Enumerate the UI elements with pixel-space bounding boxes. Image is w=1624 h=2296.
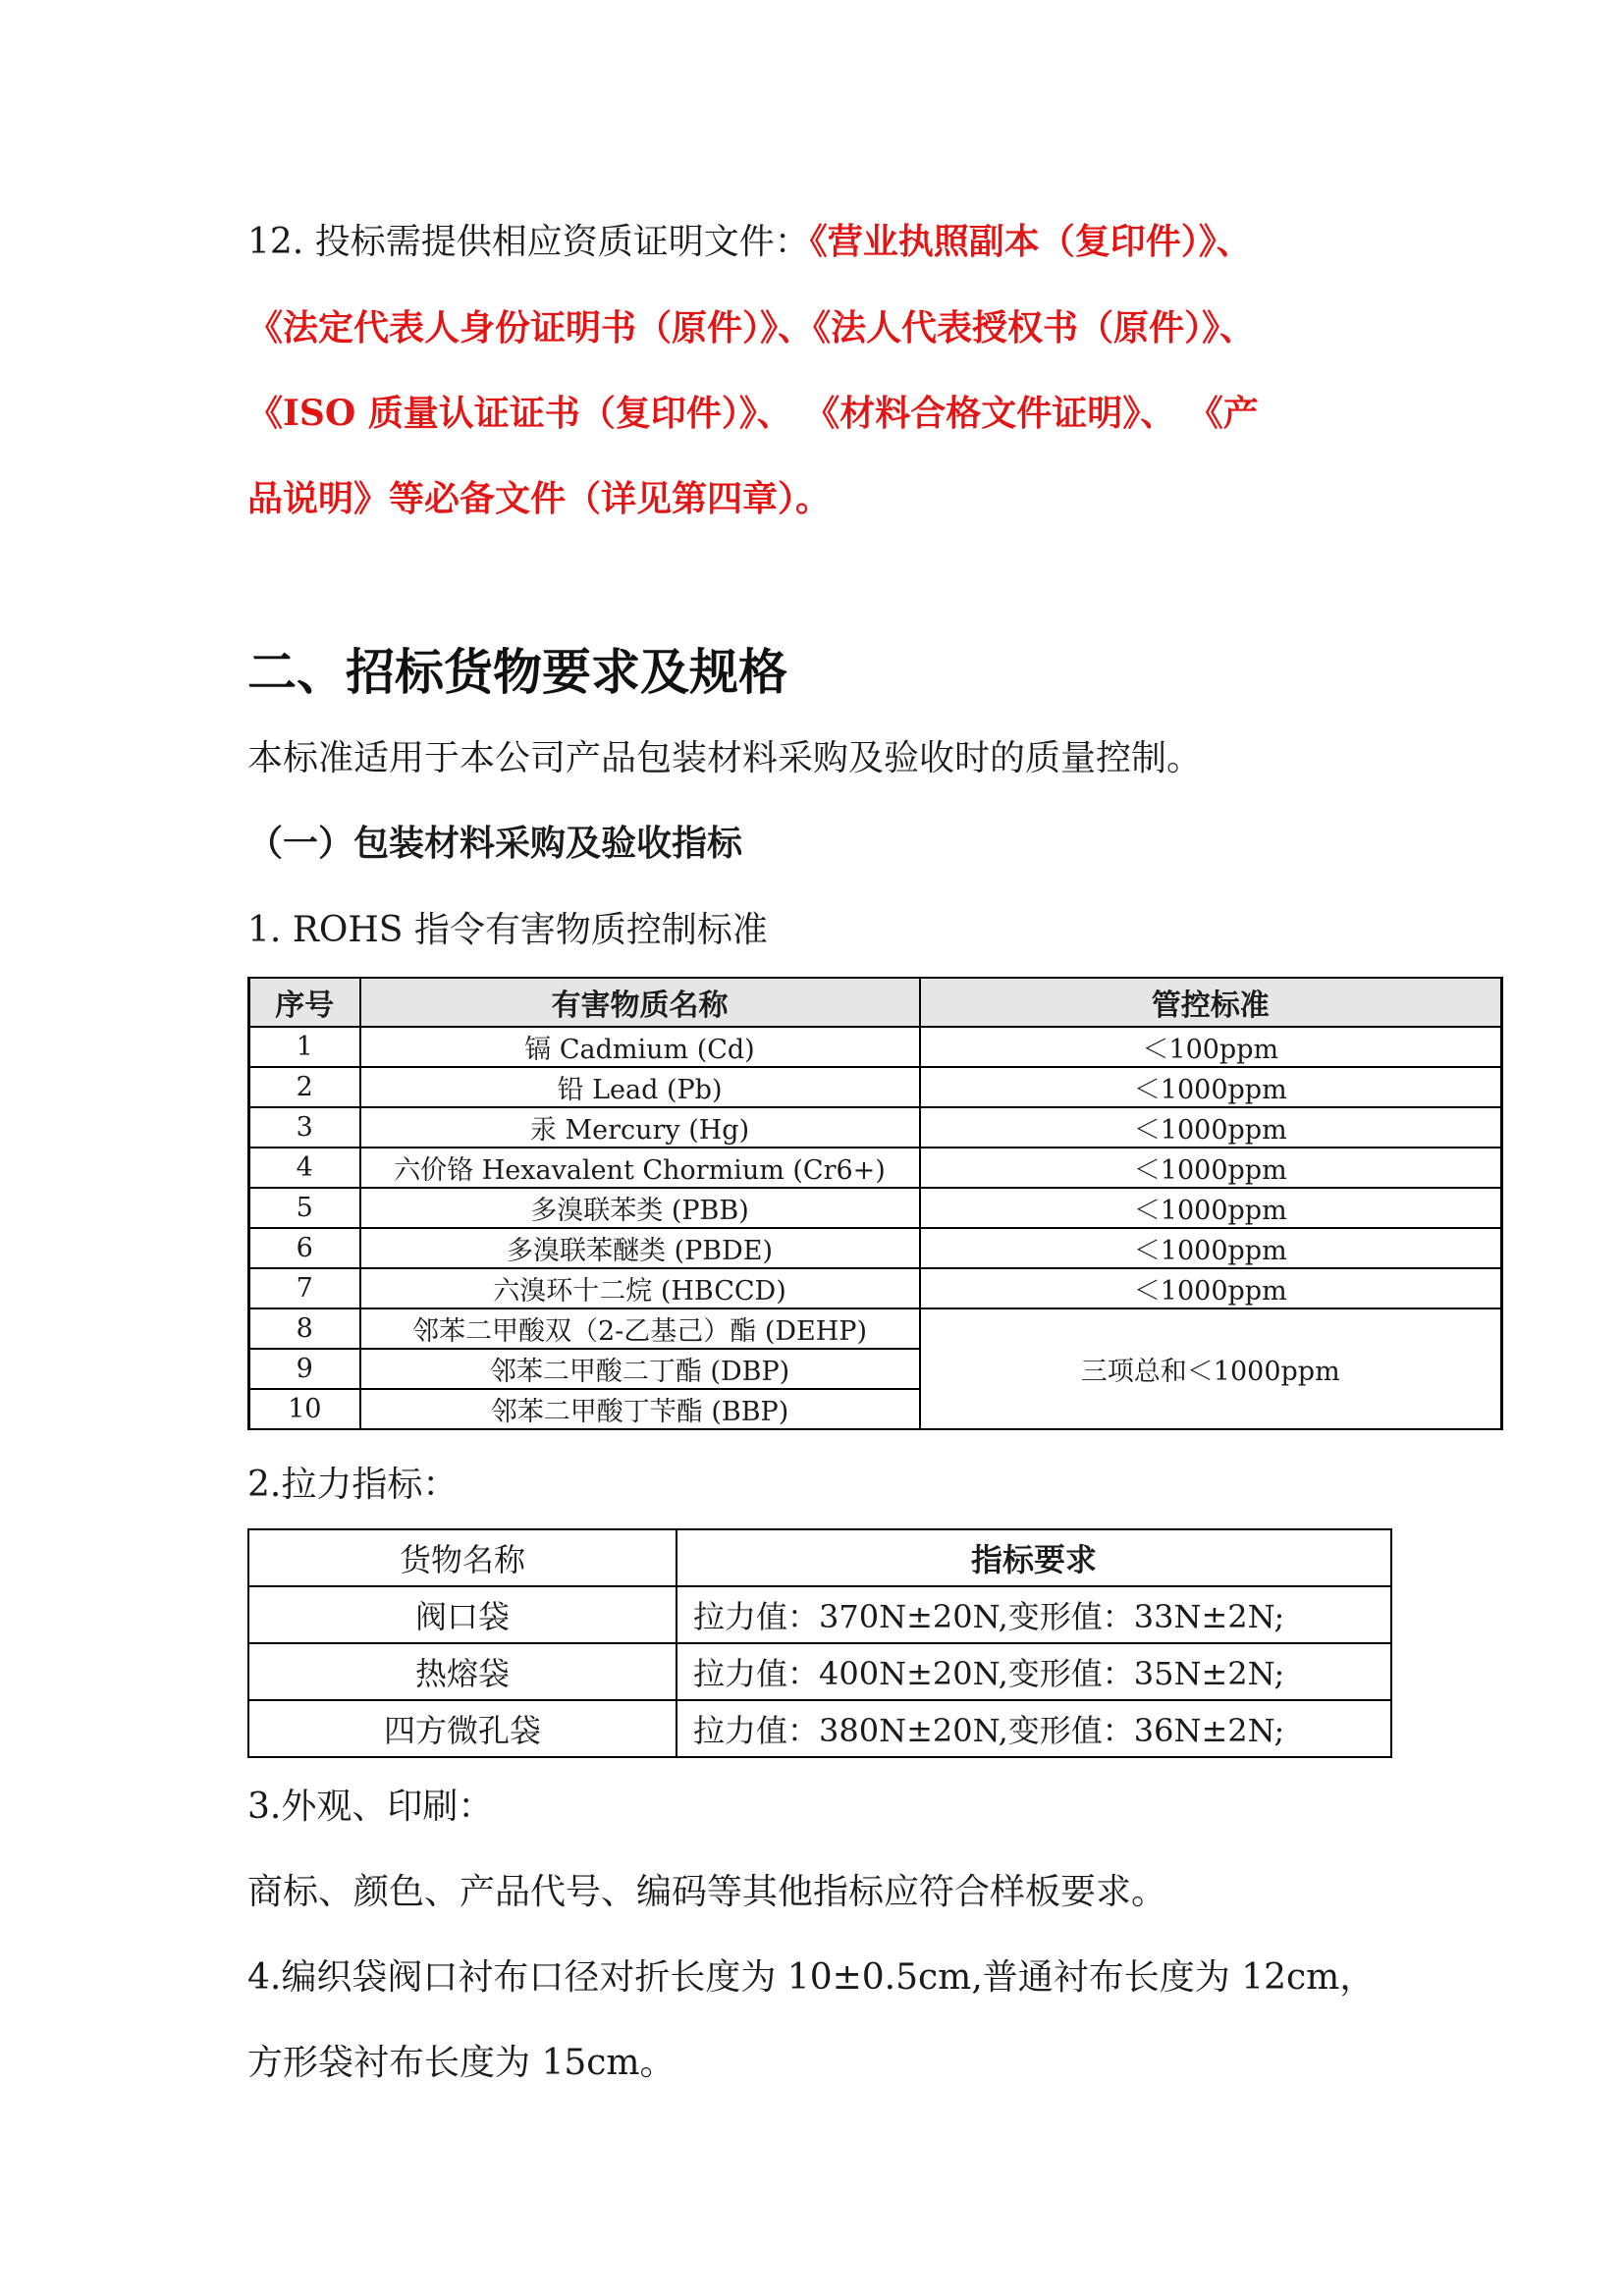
tensile-table [247,1528,1392,1758]
row-requirement: 拉力值：400N±20N,变形值：35N±2N; [677,1643,1391,1700]
appearance-heading: 3.外观、印刷： [247,1787,494,1827]
section-intro: 本标准适用于本公司产品包装材料采购及验收时的质量控制。 [247,738,1203,778]
section-title: 二、招标货物要求及规格 [247,644,787,701]
row-substance: 六价铬 Hexavalent Chormium (Cr6+) [360,1148,920,1188]
item4-line-1: 4.编织袋阀口衬布口径对折长度为 10±0.5cm,普通衬布长度为 12cm， [247,1957,1376,1998]
row-no: 2 [249,1067,360,1107]
appearance-text: 商标、颜色、产品代号、编码等其他指标应符合样板要求。 [247,1872,1167,1912]
row-substance: 汞 Mercury (Hg) [360,1107,920,1148]
row-requirement: 拉力值：380N±20N,变形值：36N±2N; [677,1700,1391,1757]
row-substance: 邻苯二甲酸二丁酯 (DBP) [360,1349,920,1389]
row-no: 10 [249,1389,360,1429]
row-goods-name: 阀口袋 [248,1586,677,1643]
row-no: 5 [249,1188,360,1228]
row-substance: 六溴环十二烷 (HBCCD) [360,1268,920,1308]
row-goods-name: 热熔袋 [248,1643,677,1700]
header-limit: 管控标准 [920,978,1502,1027]
row-substance: 多溴联苯醚类 (PBDE) [360,1228,920,1268]
row-limit: ＜1000ppm [920,1188,1502,1228]
table-row [248,1700,1391,1757]
table-row [249,1188,1502,1228]
row-goods-name: 四方微孔袋 [248,1700,677,1757]
item4-line-2: 方形袋衬布长度为 15cm。 [247,2043,676,2083]
subsection-title: （一）包装材料采购及验收指标 [247,824,743,864]
row-no: 9 [249,1349,360,1389]
table-row [248,1643,1391,1700]
row-requirement: 拉力值：370N±20N,变形值：33N±2N; [677,1586,1391,1643]
row-no: 7 [249,1268,360,1308]
header-substance: 有害物质名称 [360,978,920,1027]
header-no: 序号 [249,978,360,1027]
tensile-heading: 2.拉力指标： [247,1465,459,1505]
table-header-row [249,978,1502,1027]
table-row [249,1067,1502,1107]
notice-line-1 [247,221,1252,262]
merged-limit: 三项总和＜1000ppm [920,1308,1502,1429]
row-substance: 多溴联苯类 (PBB) [360,1188,920,1228]
table-header-row [248,1529,1391,1586]
row-substance: 铅 Lead (Pb) [360,1067,920,1107]
row-limit: ＜1000ppm [920,1107,1502,1148]
header-requirement: 指标要求 [677,1529,1391,1586]
row-limit: ＜1000ppm [920,1067,1502,1107]
row-no: 3 [249,1107,360,1148]
row-limit: ＜1000ppm [920,1268,1502,1308]
row-no: 8 [249,1308,360,1349]
table-row [249,1107,1502,1148]
notice-line-2: 《法定代表人身份证明书（原件）》、《法人代表授权书（原件）》、 [247,307,1256,348]
row-substance: 镉 Cadmium (Cd) [360,1027,920,1067]
notice-line-3: 《ISO 质量认证证书（复印件）》、 《材料合格文件证明》、 《产 [247,393,1259,434]
table-row [249,1027,1502,1067]
notice-required-docs: 《营业执照副本（复印件）》、 [809,221,1252,262]
row-substance: 邻苯二甲酸丁苄酯 (BBP) [360,1389,920,1429]
table-row [249,1228,1502,1268]
row-limit: ＜1000ppm [920,1148,1502,1188]
table-row [249,1268,1502,1308]
row-limit: ＜100ppm [920,1027,1502,1067]
table-row [249,1308,1502,1349]
notice-text: 12. 投标需提供相应资质证明文件： [247,222,810,262]
rohs-heading: 1. ROHS 指令有害物质控制标准 [247,910,768,950]
table-row [248,1586,1391,1643]
table-row [249,1148,1502,1188]
row-no: 6 [249,1228,360,1268]
row-substance: 邻苯二甲酸双（2-乙基己）酯 (DEHP) [360,1308,920,1349]
row-limit: ＜1000ppm [920,1228,1502,1268]
row-no: 1 [249,1027,360,1067]
row-no: 4 [249,1148,360,1188]
notice-line-4: 品说明》等必备文件（详见第四章）。 [247,478,832,519]
header-goods-name: 货物名称 [248,1529,677,1586]
rohs-table [247,977,1503,1430]
